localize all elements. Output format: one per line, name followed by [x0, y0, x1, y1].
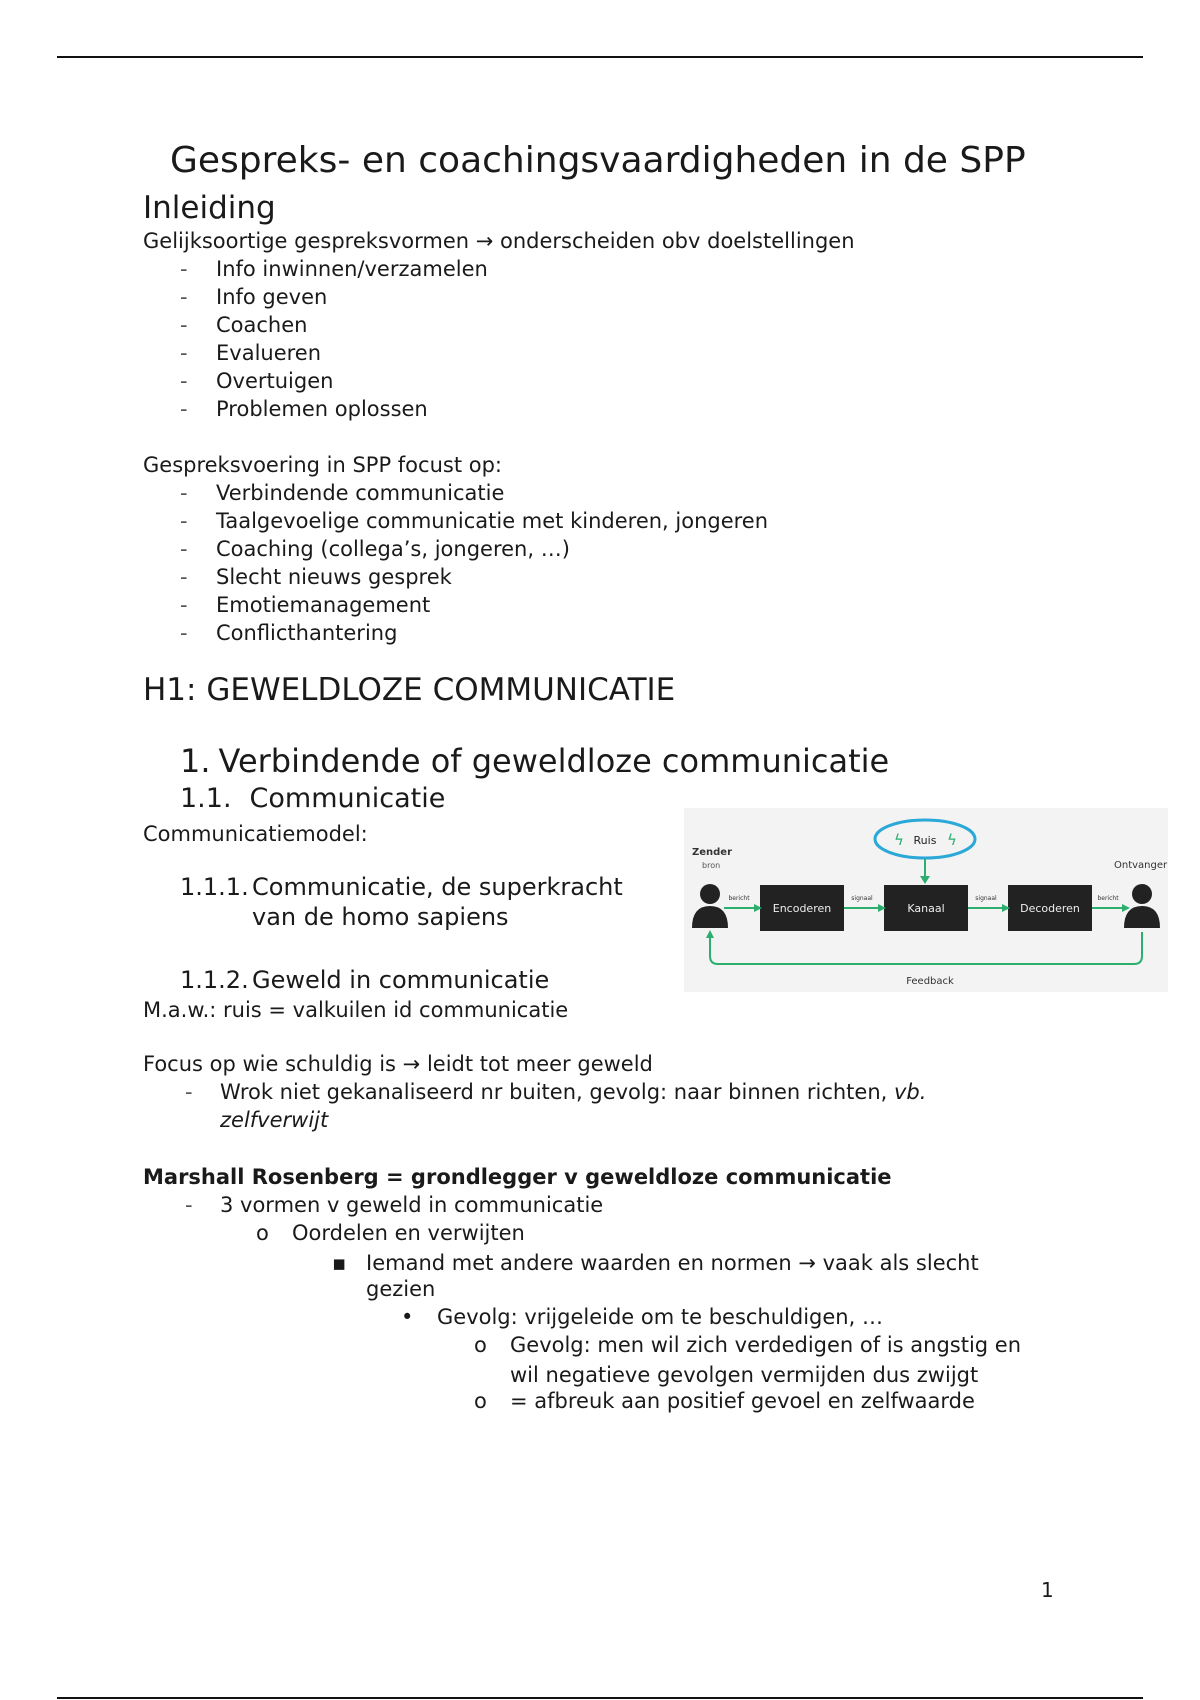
wrok-line — [220, 1078, 926, 1106]
section-number: 1.1.1. — [180, 873, 249, 901]
gespreksvormen-list — [180, 255, 488, 423]
wrok-text: Wrok niet gekanaliseerd nr buiten, gevolg: naar binnen richten, — [220, 1080, 894, 1104]
communication-model-svg — [684, 808, 1168, 992]
section-1-1-2-heading — [180, 966, 549, 994]
section-1-heading — [180, 742, 889, 780]
section-number: 1.1. — [180, 783, 232, 814]
page-number: 1 — [1041, 1578, 1054, 1602]
gevolg1-line: Gevolg: vrijgeleide om te beschuldigen, … — [437, 1305, 883, 1329]
communicatiemodel-label: Communicatiemodel: — [143, 822, 368, 846]
round-bullet: • — [401, 1305, 414, 1329]
heading-inleiding: Inleiding — [143, 190, 276, 226]
section-1-1-heading — [180, 783, 445, 814]
section-1-1-1-heading — [180, 873, 623, 931]
noise-label: Ruis — [913, 834, 937, 847]
section-title-continued: van de homo sapiens — [252, 903, 509, 931]
receiver-label: Ontvanger — [1114, 860, 1168, 871]
wrok-italic: vb. — [894, 1080, 927, 1104]
signal-label: signaal — [851, 895, 873, 902]
afbreuk-line: = afbreuk aan positief gevoel en zelfwaarde — [510, 1389, 975, 1413]
section-title: Communicatie, de superkracht — [252, 873, 623, 901]
section-title: Communicatie — [249, 783, 446, 814]
focus-schuld-line: Focus op wie schuldig is → leidt tot meer geweld — [143, 1052, 653, 1076]
message-label: bericht — [728, 895, 750, 902]
square-bullet: ▪ — [332, 1251, 347, 1275]
section-title: Geweld in communicatie — [252, 966, 550, 994]
signal-label: signaal — [975, 895, 997, 902]
list-item: - Coaching (collega’s, jongeren, …) — [180, 535, 768, 563]
iemand-continued: gezien — [366, 1277, 436, 1301]
list-item: - Verbindende communicatie — [180, 479, 768, 507]
list-item: - Conflicthantering — [180, 619, 768, 647]
dash-marker: - — [185, 1193, 193, 1217]
list-item: - Evalueren — [180, 339, 488, 367]
section-number: 1. — [180, 742, 211, 780]
focus-intro: Gespreksvoering in SPP focust op: — [143, 453, 502, 477]
list-item: - Slecht nieuws gesprek — [180, 563, 768, 591]
gevolg2-continued: wil negatieve gevolgen vermijden dus zwijgt — [510, 1363, 979, 1387]
vormen-line: 3 vormen v geweld in communicatie — [220, 1193, 604, 1217]
list-item: - Info geven — [180, 283, 488, 311]
receiver-person-icon — [1124, 884, 1160, 928]
wrok-continued: zelfverwijt — [220, 1108, 329, 1132]
encode-label: Encoderen — [772, 902, 832, 915]
arrow-head — [706, 930, 714, 938]
inleiding-intro: Gelijksoortige gespreksvormen → onderscheiden obv doelstellingen — [143, 229, 855, 253]
list-item: - Emotiemanagement — [180, 591, 768, 619]
section-title: Verbindende of geweldloze communicatie — [218, 742, 890, 780]
list-item: - Problemen oplossen — [180, 395, 488, 423]
list-item: - Info inwinnen/verzamelen — [180, 255, 488, 283]
sender-label: Zender — [692, 847, 733, 858]
bottom-rule — [57, 1697, 1143, 1699]
feedback-label: Feedback — [906, 976, 954, 987]
channel-label: Kanaal — [907, 902, 945, 915]
chapter-heading: H1: GEWELDLOZE COMMUNICATIE — [143, 672, 676, 708]
list-item: - Overtuigen — [180, 367, 488, 395]
circle-bullet: o — [474, 1333, 487, 1357]
list-item: - Coachen — [180, 311, 488, 339]
circle-bullet: o — [474, 1389, 487, 1413]
source-label: bron — [702, 861, 721, 870]
feedback-loop — [710, 932, 1142, 964]
maw-line: M.a.w.: ruis = valkuilen id communicatie — [143, 998, 569, 1022]
list-item: - Taalgevoelige communicatie met kinderen, jongeren — [180, 507, 768, 535]
message-label: bericht — [1097, 895, 1119, 902]
lightning-icon: ϟ — [947, 831, 957, 849]
lightning-icon: ϟ — [894, 831, 904, 849]
rosenberg-line: Marshall Rosenberg = grondlegger v geweldloze communicatie — [143, 1165, 892, 1189]
dash-marker: - — [185, 1080, 193, 1104]
sender-person-icon — [692, 884, 728, 928]
oordelen-line: Oordelen en verwijten — [292, 1221, 525, 1245]
top-rule — [57, 56, 1143, 58]
circle-bullet: o — [256, 1221, 269, 1245]
iemand-line: Iemand met andere waarden en normen → vaak als slecht — [366, 1251, 979, 1275]
gevolg2-line: Gevolg: men wil zich verdedigen of is angstig en — [510, 1333, 1022, 1357]
section-number: 1.1.2. — [180, 966, 249, 994]
focus-list — [180, 479, 768, 647]
arrow-head — [920, 876, 930, 884]
document-title: Gespreks- en coachingsvaardigheden in de SPP — [170, 140, 1026, 181]
communication-model-diagram — [684, 808, 1168, 992]
decode-label: Decoderen — [1020, 902, 1080, 915]
